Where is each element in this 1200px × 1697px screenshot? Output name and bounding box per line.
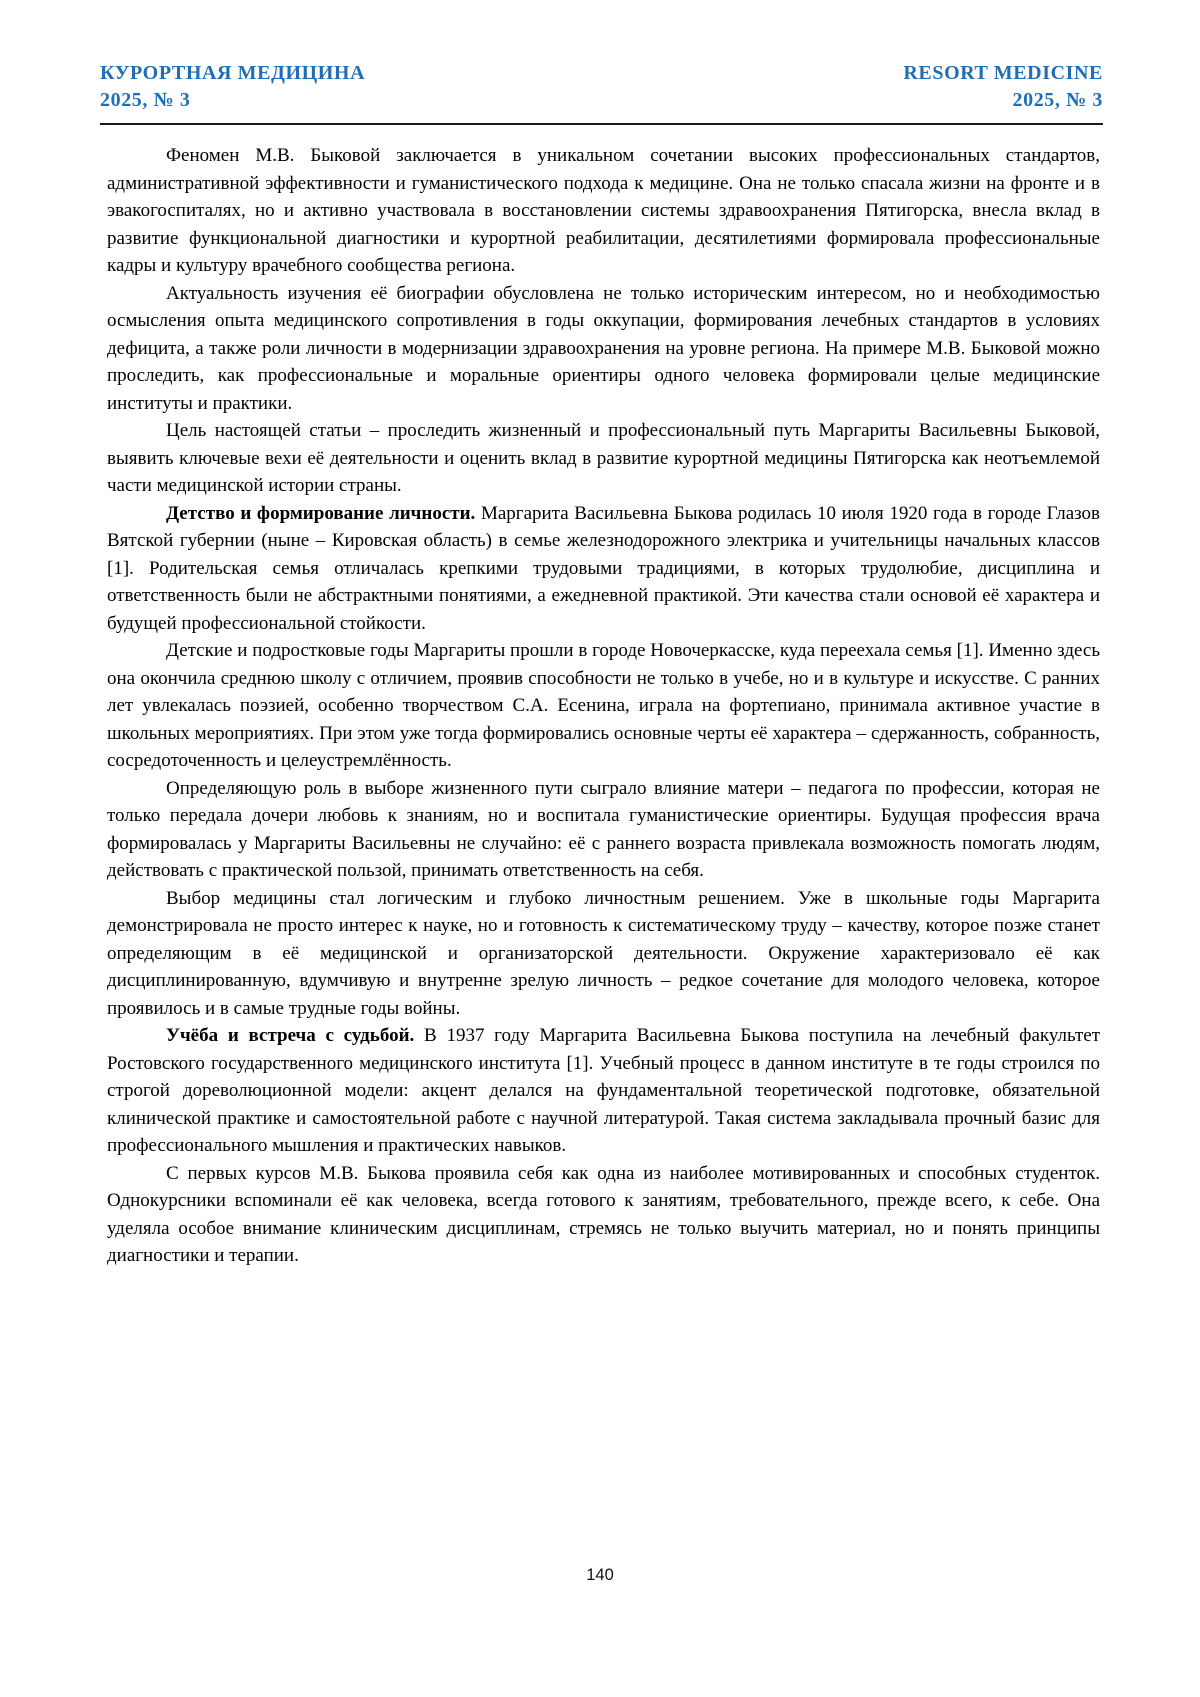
paragraph: Выбор медицины стал логическим и глубоко личностным решением. Уже в школьные годы Маргарита демонстрировала не просто интерес к науке, но и готовность к систематическому труду – качеству, которое позже станет определяющим в её медицинской и организаторской деятельности. Окружение характеризовало её как дисциплинированную, вдумчивую и внутренне зрелую личность – редкое сочетание для молодого человека, которое проявилось и в самые трудные годы войны.: [107, 887, 1100, 1019]
paragraph: Феномен М.В. Быковой заключается в уникальном сочетании высоких профессиональных стандартов, административной эффективности и гуманистического подхода к медицине. Она не только спасала жизни на фронте и в эвакогоспиталях, но и активно участвовала в восстановлении системы здравоохранения Пятигорска, внесла вклад в развитие функциональной диагностики и курортной реабилитации, десятилетиями формировала профессиональные кадры и культуру врачебного сообщества региона.: [107, 145, 1100, 276]
paragraph: С первых курсов М.В. Быкова проявила себя как одна из наиболее мотивированных и способных студенток. Однокурсники вспоминали её как человека, всегда готового к занятиям, требовательного, прежде всего, к себе. Она уделяла особое внимание клиническим дисциплинам, стремясь не только выучить материал, но и понять принципы диагностики и терапии.: [107, 1162, 1100, 1266]
section-heading: Учёба и встреча с судьбой.: [166, 1025, 415, 1046]
journal-title-ru: КУРОРТНАЯ МЕДИЦИНА: [100, 62, 366, 84]
journal-header: [100, 60, 1103, 125]
paragraph: Детские и подростковые годы Маргариты прошли в городе Новочеркасске, куда переехала семья [1]. Именно здесь она окончила среднюю школу с отличием, проявив способности не только в учебе, но и в культуре и искусстве. С ранних лет увлекалась поэзией, особенно творчеством С.А. Есенина, играла на фортепиано, принимала активное участие в школьных мероприятиях. При этом уже тогда формировались основные черты её характера – сдержанность, собранность, сосредоточенность и целеустремлённость.: [107, 640, 1100, 771]
journal-title-en: RESORT MEDICINE: [903, 62, 1103, 84]
article-body: [107, 142, 1100, 1270]
page-number: 140: [586, 1566, 614, 1584]
paragraph: Определяющую роль в выборе жизненного пути сыграло влияние матери – педагога по профессии, которая не только передала дочери любовь к знаниям, но и воспитала гуманистические ориентиры. Будущая профессия врача формировалась у Маргариты Васильевны не случайно: её с раннего возраста привлекала возможность помогать людям, действовать с практической пользой, принимать ответственность на себя.: [107, 777, 1100, 881]
journal-header-left: [100, 60, 365, 114]
journal-header-right: [903, 60, 1103, 114]
page-footer: [0, 1566, 1200, 1585]
journal-issue-ru: 2025, № 3: [100, 89, 191, 111]
paragraph: Учёба и встреча с судьбой. В 1937 году Маргарита Васильевна Быкова поступила на лечебный факультет Ростовского государственного медицинского института [1]. Учебный процесс в данном институте в те годы строился по строгой дореволюционной модели: акцент делался на фундаментальной теоретической подготовке, обязательной клинической практике и самостоятельной работе с научной литературой. Такая система закладывала прочный базис для профессионального мышления и практических навыков.: [107, 1025, 1100, 1156]
paragraph: Актуальность изучения её биографии обусловлена не только историческим интересом, но и необходимостью осмысления опыта медицинского сопротивления в годы оккупации, формирования лечебных стандартов в условиях дефицита, а также роли личности в модернизации здравоохранения на уровне региона. На примере М.В. Быковой можно проследить, как профессиональные и моральные ориентиры одного человека формировали целые медицинские институты и практики.: [107, 282, 1100, 414]
section-heading: Детство и формирование личности.: [166, 502, 476, 524]
paragraph: Детство и формирование личности. Маргарита Васильевна Быкова родилась 10 июля 1920 года в городе Глазов Вятской губернии (ныне – Кировская область) в семье железнодорожного электрика и учительницы начальных классов [1]. Родительская семья отличалась крепкими трудовыми традициями, в которых трудолюбие, дисциплина и ответственность были не абстрактными понятиями, а ежедневной практикой. Эти качества стали основой её характера и будущей профессиональной стойкости.: [107, 502, 1100, 634]
journal-issue-en: 2025, № 3: [1012, 89, 1103, 111]
paragraph: Цель настоящей статьи – проследить жизненный и профессиональный путь Маргариты Васильевны Быковой, выявить ключевые вехи её деятельности и оценить вклад в развитие курортной медицины Пятигорска как неотъемлемой части медицинской истории страны.: [107, 420, 1100, 496]
